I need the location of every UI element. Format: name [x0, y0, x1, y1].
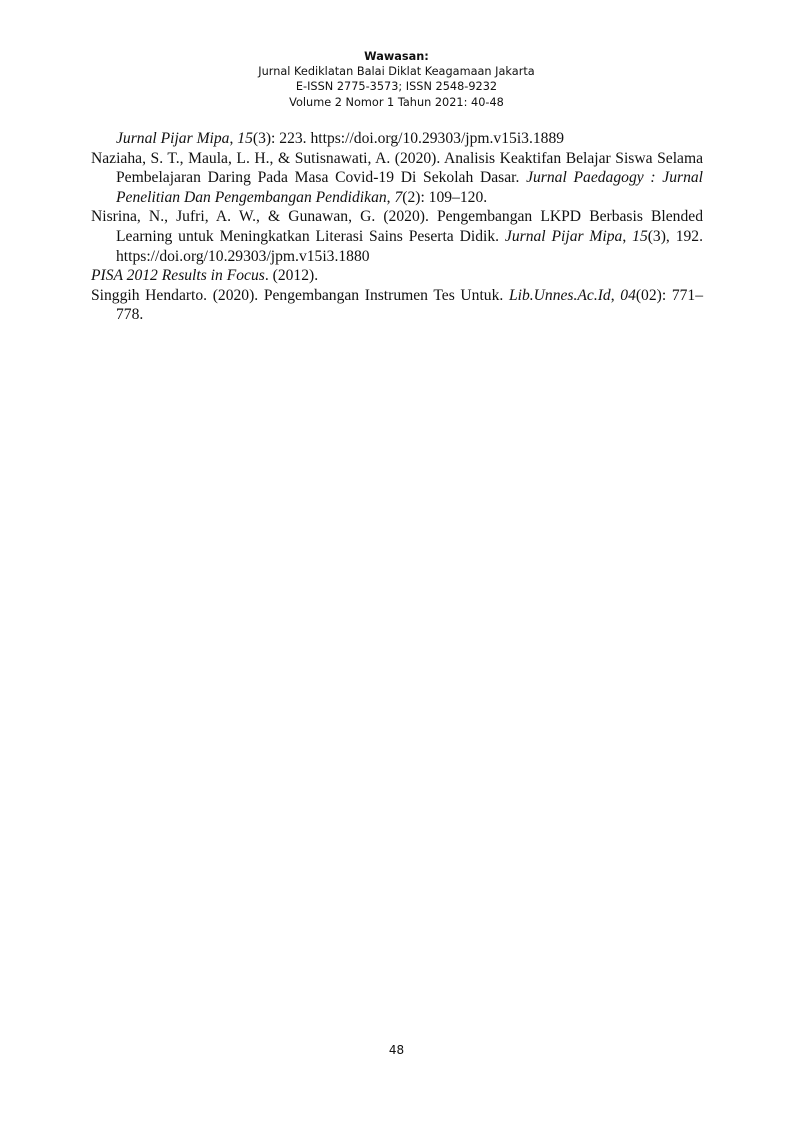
reference-entry [91, 207, 703, 266]
reference-italic-text: PISA 2012 Results in Focus [91, 267, 265, 285]
reference-text: (3), 192. https://doi.org/10.29303/jpm.v15i3.1880 [116, 227, 703, 265]
reference-italic-text: Jurnal Pijar Mipa [504, 227, 623, 245]
reference-text: Naziaha, S. T., Maula, L. H., & Sutisnawati, A. (2020). Analisis Keaktifan Belajar Siswa Selama Pembelajaran Daring Pada Masa Covid-19 Di Sekolah Dasar. [91, 149, 703, 187]
reference-text: Nisrina, N., Jufri, A. W., & Gunawan, G. (2020). Pengembangan LKPD Berbasis Blended Learning untuk Meningkatkan Literasi Sains Peserta Didik. [91, 208, 703, 245]
reference-entry [91, 266, 703, 286]
reference-text: , [622, 227, 633, 245]
reference-italic-text: 15 [632, 227, 648, 245]
page-number: 48 [388, 1043, 405, 1057]
reference-italic-text: Jurnal Pijar Mipa [116, 130, 230, 147]
reference-text: . (2012). [264, 267, 319, 285]
reference-text: (3): 223. https://doi.org/10.29303/jpm.v15i3.1889 [252, 130, 565, 147]
reference-text: (02): 771–778. [116, 286, 704, 324]
reference-list [91, 129, 703, 325]
running-header [0, 49, 793, 110]
journal-name: Wawasan: [364, 50, 429, 63]
reference-text: (2): 109–120. [402, 188, 488, 206]
reference-text: , [610, 286, 621, 304]
journal-subtitle: Jurnal Kediklatan Balai Diklat Keagamaan Jakarta [258, 65, 535, 79]
reference-entry [91, 149, 703, 208]
reference-entry [91, 129, 703, 149]
reference-text: Singgih Hendarto. (2020). Pengembangan Instrumen Tes Untuk. [91, 286, 509, 304]
journal-issn: E-ISSN 2775-3573; ISSN 2548-9232 [295, 80, 498, 94]
reference-italic-text: 7 [394, 188, 403, 206]
reference-text: , [229, 130, 238, 147]
reference-italic-text: Lib.Unnes.Ac.Id [508, 286, 611, 304]
reference-italic-text: 04 [620, 286, 636, 304]
reference-italic-text: Jurnal Paedagogy : Jurnal Penelitian Dan Pengembangan Pendidikan [116, 169, 703, 206]
journal-volume: Volume 2 Nomor 1 Tahun 2021: 40-48 [289, 95, 504, 109]
reference-italic-text: 15 [237, 130, 253, 147]
reference-text: , [386, 188, 395, 206]
reference-entry [91, 286, 703, 325]
